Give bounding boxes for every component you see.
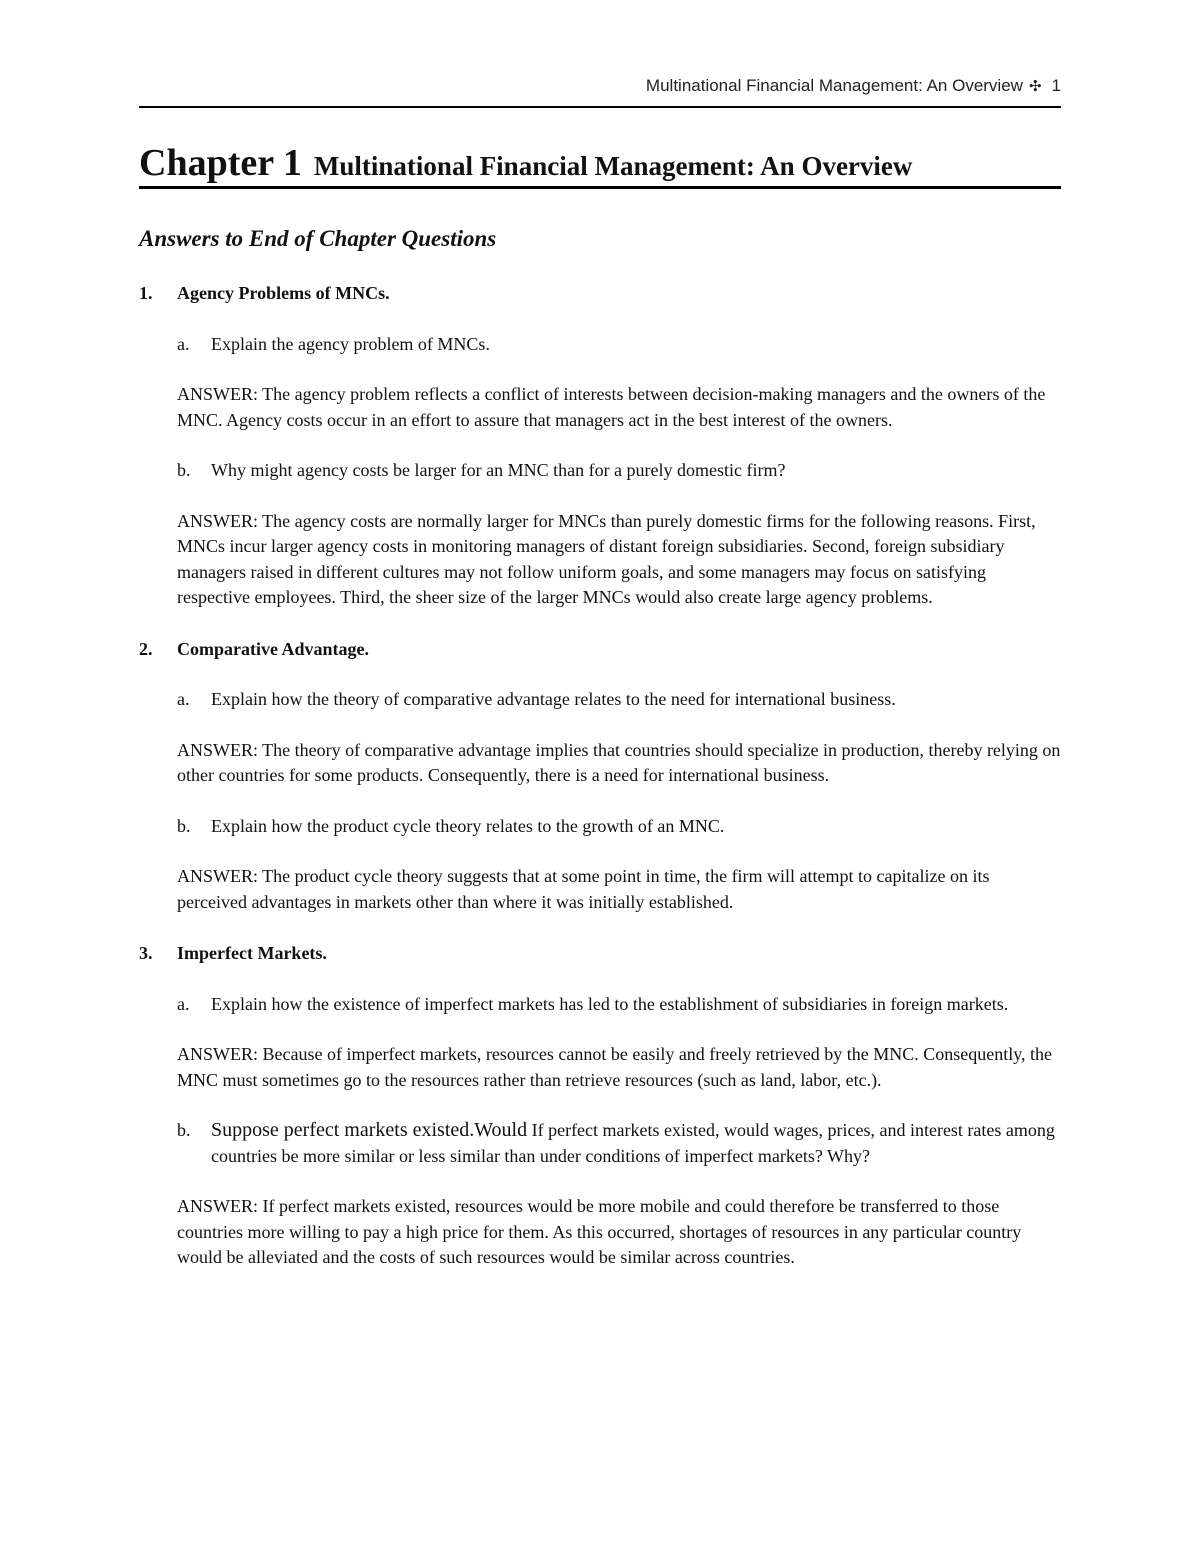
sub-question (139, 1118, 1061, 1169)
chapter-title (139, 144, 1061, 182)
ornament-icon: ✣ (1028, 78, 1042, 95)
section-subtitle: Answers to End of Chapter Questions (139, 226, 497, 251)
sub-question-text: Explain how the existence of imperfect markets has led to the establishment of subsidiaries in foreign markets. (211, 993, 1009, 1014)
sub-question-text: Why might agency costs be larger for an MNC than for a purely domestic firm? (211, 460, 786, 480)
sub-question-letter: a. (177, 689, 190, 709)
sub-question-rest: If perfect markets existed, would wages, prices, and interest rates among countries be more similar or less similar than under conditions of imperfect markets? Why? (211, 1120, 1055, 1166)
chapter-number: Chapter 1 (139, 142, 302, 184)
sub-question-letter: a. (177, 993, 190, 1014)
questions-content (139, 281, 1061, 1271)
header-rule (139, 106, 1061, 108)
sub-question-text: Explain how the product cycle theory relates to the growth of an MNC. (211, 815, 725, 836)
sub-question-letter: a. (177, 333, 190, 354)
question-number: 1. (139, 283, 153, 303)
title-rule (139, 186, 1061, 189)
answer-text: ANSWER: The agency costs are normally larger for MNCs than purely domestic firms for the following reasons. First, MNCs incur larger agency costs in monitoring managers of distant foreign subsidiaries. Second, foreign subsidiary managers raised in different cultures may not follow uniform goals, and some managers may focus on satisfying respective employees. Third, the sheer size of the larger MNCs would also create large agency problems. (177, 510, 1036, 607)
sub-question-text (211, 1118, 1061, 1169)
running-header (139, 76, 1061, 100)
answer-text: ANSWER: The agency problem reflects a conflict of interests between decision-making managers and the owners of the MNC. Agency costs occur in an effort to assure that managers act in the best interest of the owners. (177, 384, 1046, 430)
question-title: Imperfect Markets. (177, 943, 327, 963)
sub-question (139, 992, 1061, 1018)
sub-question-text: Explain how the theory of comparative advantage relates to the need for international business. (211, 689, 896, 709)
answer-text: ANSWER: The theory of comparative advantage implies that countries should specialize in production, thereby relying on other countries for some products. Consequently, there is a need for international business. (177, 739, 1061, 785)
sub-question (139, 814, 1061, 840)
answer-text: ANSWER: Because of imperfect markets, resources cannot be easily and freely retrieved by the MNC. Consequently, the MNC must sometimes go to the resources rather than retrieve resources (such as land, labor, etc.). (177, 1044, 1053, 1090)
question-title: Agency Problems of MNCs. (177, 283, 390, 303)
question-heading (139, 941, 1061, 967)
answer-text: ANSWER: The product cycle theory suggests that at some point in time, the firm will attempt to capitalize on its perceived advantages in markets other than where it was initially established. (177, 866, 990, 912)
sub-question-letter: b. (177, 460, 191, 480)
question-title: Comparative Advantage. (177, 638, 369, 659)
sub-question (139, 332, 1061, 358)
question-number: 2. (139, 638, 153, 659)
answer-text: ANSWER: If perfect markets existed, resources would be more mobile and could therefore be transferred to those countries more willing to pay a high price for them. As this occurred, shortages of resources in any particular country would be alleviated and the costs of such resources would be similar across countries. (177, 1196, 1022, 1267)
chapter-name: Multinational Financial Management: An Overview (313, 151, 913, 181)
sub-question-text: Explain the agency problem of MNCs. (211, 333, 490, 354)
running-title: Multinational Financial Management: An Overview (645, 76, 1023, 95)
page-number: 1 (1051, 76, 1061, 95)
sub-question-letter: b. (177, 815, 191, 836)
question-heading (139, 281, 1061, 307)
sub-question (139, 458, 1061, 484)
sub-question (139, 687, 1061, 713)
sub-question-letter: b. (177, 1120, 191, 1140)
question-number: 3. (139, 943, 153, 963)
sub-question-lead: Suppose perfect markets existed.Would (211, 1119, 528, 1141)
question-heading (139, 637, 1061, 663)
